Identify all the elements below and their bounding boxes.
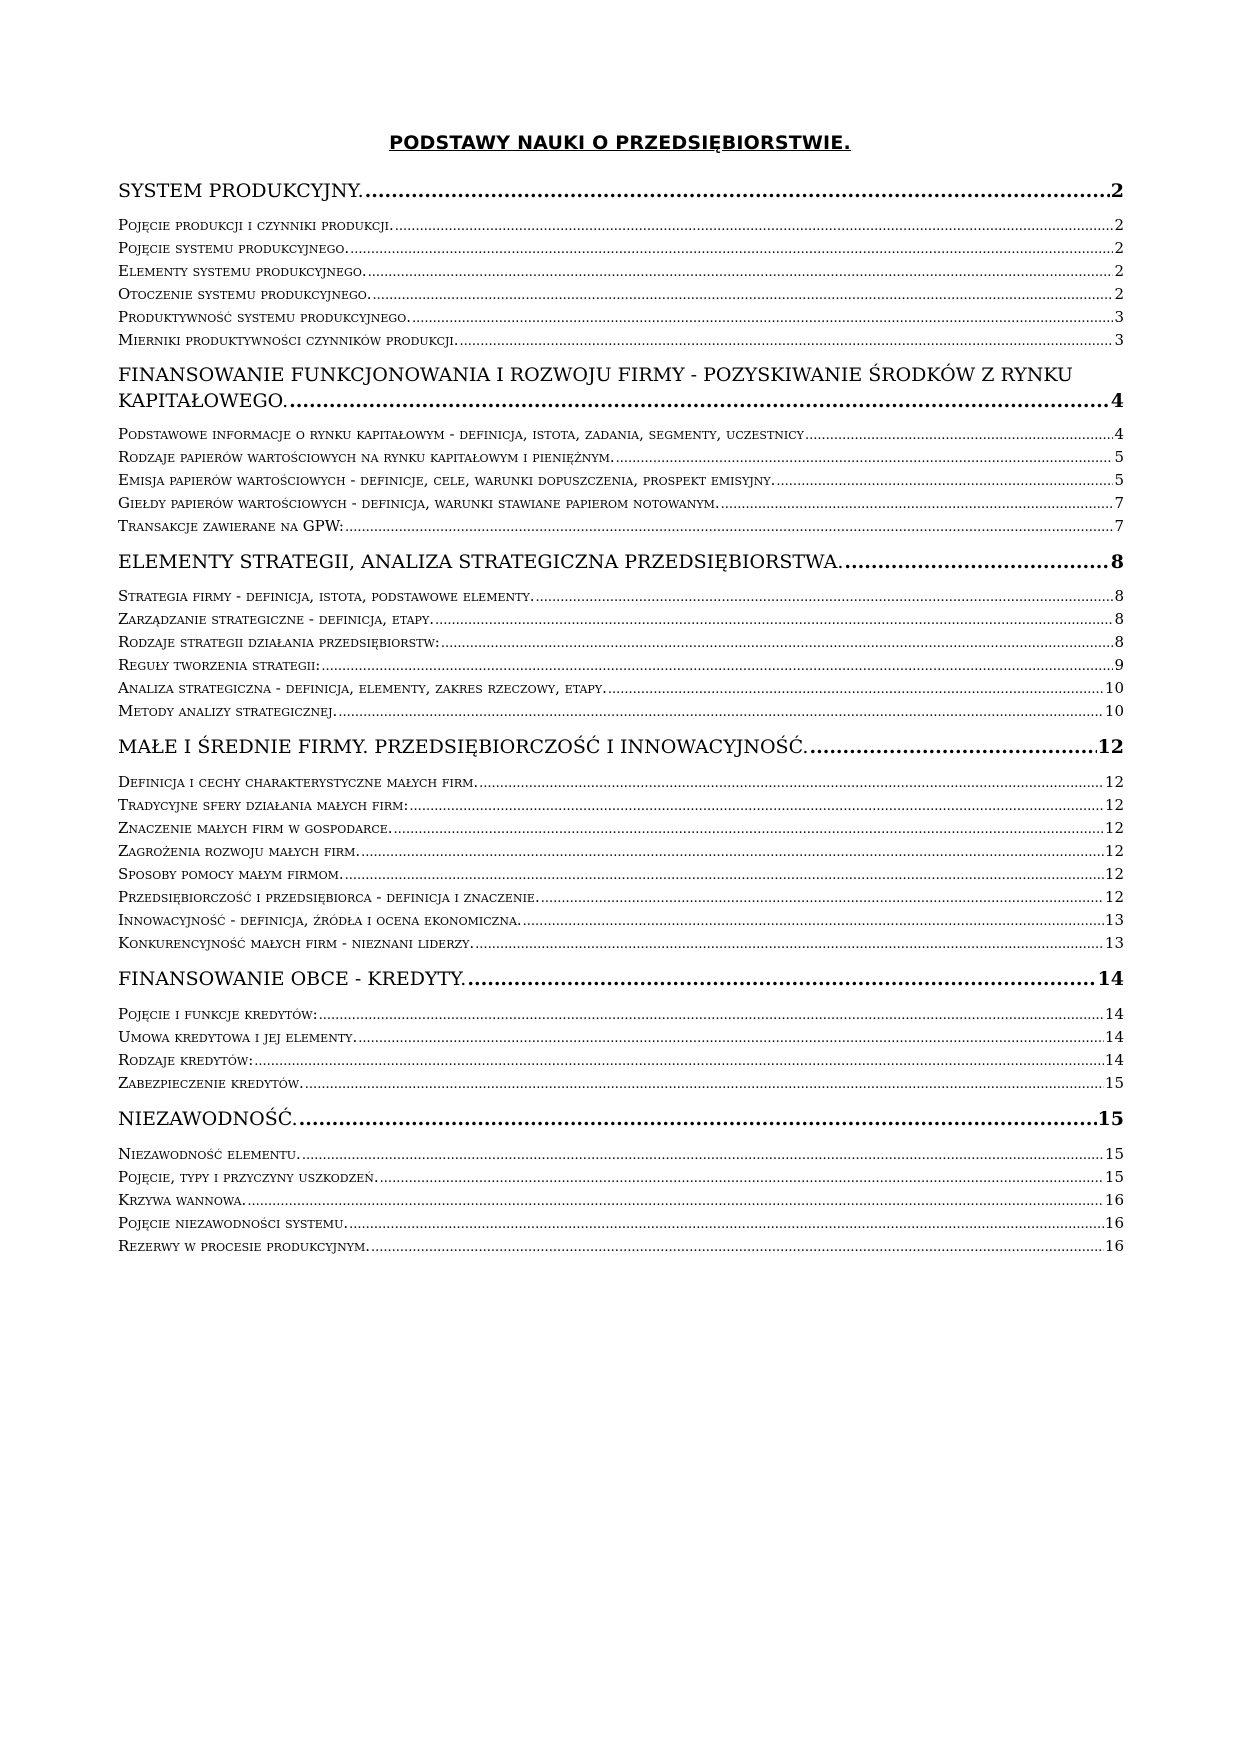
toc-page-number: 12 bbox=[1104, 888, 1124, 906]
toc-item-title: Umowa kredytowa i jej elementy. bbox=[118, 1028, 358, 1046]
toc-item[interactable] bbox=[118, 1074, 1124, 1092]
toc-item-title: Krzywa wannowa. bbox=[118, 1191, 247, 1209]
toc-item[interactable] bbox=[118, 331, 1124, 349]
toc-page-number: 7 bbox=[1114, 517, 1124, 535]
toc-item[interactable] bbox=[118, 425, 1124, 443]
toc-page-number: 5 bbox=[1114, 448, 1124, 466]
toc-item[interactable] bbox=[118, 471, 1124, 489]
document-title: PODSTAWY NAUKI O PRZEDSIĘBIORSTWIE. bbox=[389, 132, 851, 154]
toc-item[interactable] bbox=[118, 656, 1124, 674]
toc-item[interactable] bbox=[118, 262, 1124, 280]
toc-page-number: 12 bbox=[1104, 865, 1124, 883]
toc-item-title: Pojęcie systemu produkcyjnego. bbox=[118, 239, 350, 257]
toc-item[interactable] bbox=[118, 239, 1124, 257]
toc-item-title: Rodzaje kredytów: bbox=[118, 1051, 254, 1069]
toc-page-number: 8 bbox=[1114, 633, 1124, 651]
toc-item[interactable] bbox=[118, 865, 1124, 883]
toc-item-title: Mierniki produktywności czynników produkcji. bbox=[118, 331, 459, 349]
toc-item-title: Pojęcie niezawodności systemu. bbox=[118, 1214, 349, 1232]
toc-page-number: 15 bbox=[1104, 1074, 1124, 1092]
toc-item[interactable] bbox=[118, 610, 1124, 628]
toc-page-number: 2 bbox=[1114, 262, 1124, 280]
toc-item[interactable] bbox=[118, 633, 1124, 651]
toc-section[interactable] bbox=[118, 551, 1124, 573]
toc-item[interactable] bbox=[118, 1214, 1124, 1232]
toc-page-number: 2 bbox=[1114, 285, 1124, 303]
toc-item-title: Metody analizy strategicznej. bbox=[118, 702, 338, 720]
toc-section[interactable] bbox=[118, 736, 1124, 758]
toc-page-number: 15 bbox=[1104, 1145, 1124, 1163]
toc-section-title: KAPITAŁOWEGO. bbox=[118, 390, 289, 412]
toc-page-number: 3 bbox=[1114, 308, 1124, 326]
toc-item-title: Elementy systemu produkcyjnego. bbox=[118, 262, 367, 280]
toc-item-title: Strategia firmy - definicja, istota, podstawowe elementy. bbox=[118, 587, 535, 605]
toc-page-number: 14 bbox=[1104, 1051, 1124, 1069]
toc-item[interactable] bbox=[118, 1028, 1124, 1046]
toc-item[interactable] bbox=[118, 1237, 1124, 1255]
toc-section-title: ELEMENTY STRATEGII, ANALIZA STRATEGICZNA PRZEDSIĘBIORSTWA. bbox=[118, 551, 844, 573]
toc-item-title: Produktywność systemu produkcyjnego. bbox=[118, 308, 411, 326]
toc-item-title: Reguły tworzenia strategii: bbox=[118, 656, 321, 674]
toc-page-number: 2 bbox=[1110, 180, 1124, 202]
toc-item-title: Podstawowe informacje o rynku kapitałowym - definicja, istota, zadania, segmenty, uczestnicy bbox=[118, 425, 804, 443]
toc-item-title: Giełdy papierów wartościowych - definicja, warunki stawiane papierom notowanym. bbox=[118, 494, 720, 512]
toc-page-number: 8 bbox=[1114, 610, 1124, 628]
toc-page-number: 8 bbox=[1110, 551, 1124, 573]
toc-item-title: Rodzaje strategii działania przedsiębiorstw: bbox=[118, 633, 440, 651]
toc-page-number: 9 bbox=[1114, 656, 1124, 674]
toc-item[interactable] bbox=[118, 1191, 1124, 1209]
toc-item[interactable] bbox=[118, 702, 1124, 720]
toc-item-title: Pojęcie, typy i przyczyny uszkodzeń. bbox=[118, 1168, 379, 1186]
toc-item[interactable] bbox=[118, 679, 1124, 697]
toc-page-number: 7 bbox=[1114, 494, 1124, 512]
toc-page-number: 12 bbox=[1097, 736, 1124, 758]
toc-item-title: Zabezpieczenie kredytów. bbox=[118, 1074, 304, 1092]
toc-section-title: NIEZAWODNOŚĆ. bbox=[118, 1108, 298, 1130]
toc-item-title: Transakcje zawierane na GPW: bbox=[118, 517, 344, 535]
toc-page-number: 16 bbox=[1104, 1214, 1124, 1232]
toc-section-title: FINANSOWANIE OBCE - KREDYTY. bbox=[118, 968, 467, 990]
toc-page-number: 3 bbox=[1114, 331, 1124, 349]
toc-item[interactable] bbox=[118, 819, 1124, 837]
toc-item-title: Pojęcie i funkcje kredytów: bbox=[118, 1005, 318, 1023]
toc-item[interactable] bbox=[118, 773, 1124, 791]
toc-item-title: Otoczenie systemu produkcyjnego. bbox=[118, 285, 372, 303]
toc-item[interactable] bbox=[118, 517, 1124, 535]
toc-page-number: 2 bbox=[1114, 216, 1124, 234]
toc-section-title: SYSTEM PRODUKCYJNY. bbox=[118, 180, 364, 202]
toc-item-title: Zarządzanie strategiczne - definicja, etapy. bbox=[118, 610, 434, 628]
toc-page-number: 12 bbox=[1104, 842, 1124, 860]
toc-item[interactable] bbox=[118, 911, 1124, 929]
toc-item-title: Przedsiębiorczość i przedsiębiorca - definicja i znaczenie. bbox=[118, 888, 540, 906]
toc-item[interactable] bbox=[118, 308, 1124, 326]
toc-page-number: 15 bbox=[1097, 1108, 1124, 1130]
toc-section-title-line1[interactable]: FINANSOWANIE FUNKCJONOWANIA I ROZWOJU FIRMY - POZYSKIWANIE ŚRODKÓW Z RYNKU bbox=[118, 364, 1073, 386]
toc-item[interactable] bbox=[118, 888, 1124, 906]
toc-item[interactable] bbox=[118, 1005, 1124, 1023]
toc-page-number: 12 bbox=[1104, 773, 1124, 791]
toc-section[interactable] bbox=[118, 1108, 1124, 1130]
toc-item-title: Sposoby pomocy małym firmom. bbox=[118, 865, 344, 883]
toc-item-title: Rezerwy w procesie produkcyjnym. bbox=[118, 1237, 370, 1255]
toc-item-title: Definicja i cechy charakterystyczne małych firm. bbox=[118, 773, 479, 791]
toc-page-number: 13 bbox=[1104, 934, 1124, 952]
toc-item-title: Niezawodność elementu. bbox=[118, 1145, 301, 1163]
toc-page-number: 13 bbox=[1104, 911, 1124, 929]
toc-page-number: 5 bbox=[1114, 471, 1124, 489]
toc-item-title: Tradycyjne sfery działania małych firm: bbox=[118, 796, 409, 814]
toc-page-number: 10 bbox=[1104, 679, 1124, 697]
toc-page-number: 14 bbox=[1097, 968, 1124, 990]
toc-item[interactable] bbox=[118, 1145, 1124, 1163]
toc-item-title: Znaczenie małych firm w gospodarce. bbox=[118, 819, 393, 837]
toc-page-number: 16 bbox=[1104, 1191, 1124, 1209]
toc-item[interactable] bbox=[118, 934, 1124, 952]
toc-item-title: Pojęcie produkcji i czynniki produkcji. bbox=[118, 216, 394, 234]
toc-item[interactable] bbox=[118, 587, 1124, 605]
toc-page-number: 14 bbox=[1104, 1005, 1124, 1023]
toc-item[interactable] bbox=[118, 448, 1124, 466]
toc-section-title: MAŁE I ŚREDNIE FIRMY. PRZEDSIĘBIORCZOŚĆ I INNOWACYJNOŚĆ. bbox=[118, 736, 809, 758]
toc-item[interactable] bbox=[118, 1168, 1124, 1186]
toc-page-number: 12 bbox=[1104, 796, 1124, 814]
toc-item-title: Rodzaje papierów wartościowych na rynku kapitałowym i pieniężnym. bbox=[118, 448, 615, 466]
toc-page-number: 14 bbox=[1104, 1028, 1124, 1046]
toc-page-number: 4 bbox=[1114, 425, 1124, 443]
toc-page-number: 12 bbox=[1104, 819, 1124, 837]
toc-section[interactable] bbox=[118, 180, 1124, 202]
toc-item-title: Emisja papierów wartościowych - definicje, cele, warunki dopuszczenia, prospekt emisyjny. bbox=[118, 471, 776, 489]
toc-item-title: Zagrożenia rozwoju małych firm. bbox=[118, 842, 361, 860]
toc-item[interactable] bbox=[118, 796, 1124, 814]
toc-page-number: 15 bbox=[1104, 1168, 1124, 1186]
toc-page-number: 8 bbox=[1114, 587, 1124, 605]
toc-page-number: 10 bbox=[1104, 702, 1124, 720]
toc-item[interactable] bbox=[118, 494, 1124, 512]
toc-page-number: 2 bbox=[1114, 239, 1124, 257]
toc-page-number: 16 bbox=[1104, 1237, 1124, 1255]
toc-item[interactable] bbox=[118, 1051, 1124, 1069]
toc-item-title: Konkurencyjność małych firm - nieznani liderzy. bbox=[118, 934, 475, 952]
toc-item[interactable] bbox=[118, 285, 1124, 303]
toc-item-title: Analiza strategiczna - definicja, elementy, zakres rzeczowy, etapy. bbox=[118, 679, 607, 697]
toc-item[interactable] bbox=[118, 216, 1124, 234]
toc-page-number: 4 bbox=[1110, 390, 1124, 412]
toc-item[interactable] bbox=[118, 842, 1124, 860]
toc-item-title: Innowacyjność - definicja, źródła i ocena ekonomiczna. bbox=[118, 911, 522, 929]
toc-section[interactable] bbox=[118, 390, 1124, 412]
toc-section[interactable] bbox=[118, 968, 1124, 990]
